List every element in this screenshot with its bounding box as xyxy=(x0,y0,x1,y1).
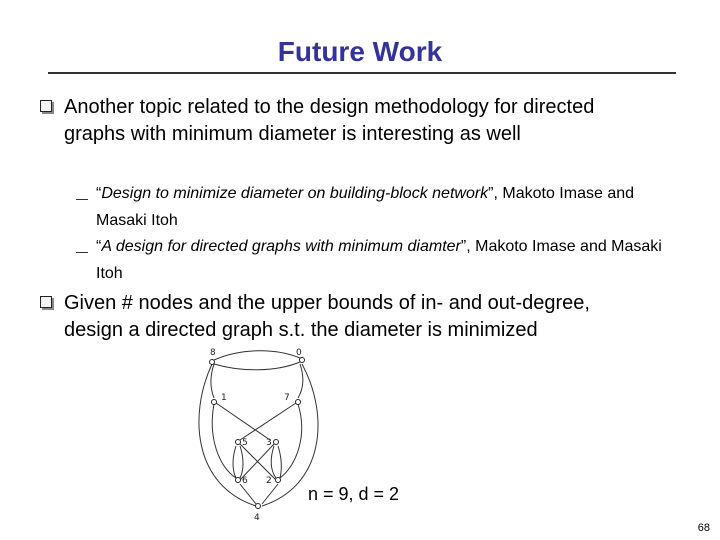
graph-node xyxy=(236,478,241,483)
sub-bullet-dash-icon xyxy=(76,252,88,253)
graph-node xyxy=(300,358,305,363)
graph-edge xyxy=(214,362,300,370)
graph-edge xyxy=(280,404,302,478)
quote-open: “ xyxy=(96,185,102,202)
node-label: 2 xyxy=(266,476,272,486)
bullet-marker-icon xyxy=(40,100,52,112)
graph-node xyxy=(236,440,241,445)
graph-node xyxy=(296,400,301,405)
figure-caption: n = 9, d = 2 xyxy=(308,484,400,504)
graph-edge xyxy=(216,403,270,440)
graph-node xyxy=(256,504,261,509)
node-label: 1 xyxy=(221,393,227,403)
bullet-marker-icon xyxy=(40,296,52,308)
title-divider xyxy=(48,72,676,74)
graph-edge xyxy=(211,364,214,398)
graph-edge xyxy=(298,364,303,398)
node-label: 7 xyxy=(284,393,290,403)
slide-title: Future Work xyxy=(277,36,443,67)
page-number: 68 xyxy=(697,522,710,534)
directed-graph-figure xyxy=(196,346,326,524)
graph-edge xyxy=(278,446,281,478)
quote-open: “ xyxy=(96,238,102,255)
reference-item xyxy=(96,180,676,234)
node-label: 0 xyxy=(296,348,302,358)
graph-node xyxy=(210,360,215,365)
node-label: 4 xyxy=(254,513,260,523)
graph-edge xyxy=(212,404,236,478)
bullet-text: Another topic related to the design methodology for directed graphs with minimum diameter is interesting as well xyxy=(64,96,595,145)
node-label: 6 xyxy=(242,476,248,486)
graph-edge xyxy=(240,403,296,440)
reference-title: A design for directed graphs with minimum diamter xyxy=(101,238,461,255)
reference-title: Design to minimize diameter on building-block network xyxy=(101,185,489,202)
graph-edge xyxy=(233,446,236,478)
node-label: 3 xyxy=(266,438,272,448)
node-label: 8 xyxy=(210,348,216,358)
graph-edge xyxy=(240,446,243,478)
graph-node xyxy=(212,400,217,405)
reference-item xyxy=(96,233,676,287)
reference-authors: ”, Makoto Imase and Masaki Itoh xyxy=(96,238,662,282)
bullet-text: Given # nodes and the upper bounds of in- and out-degree, design a directed graph s.t. the diameter is minimized xyxy=(64,292,590,341)
sub-bullet-dash-icon xyxy=(76,199,88,200)
graph-edge xyxy=(271,446,276,478)
node-label: 5 xyxy=(242,438,248,448)
graph-edge xyxy=(240,484,256,504)
graph-edge xyxy=(214,351,300,360)
graph-node xyxy=(276,478,281,483)
graph-edge xyxy=(262,484,278,504)
reference-authors: ”, Makoto Imase and Masaki Itoh xyxy=(96,185,635,229)
graph-node xyxy=(274,440,279,445)
